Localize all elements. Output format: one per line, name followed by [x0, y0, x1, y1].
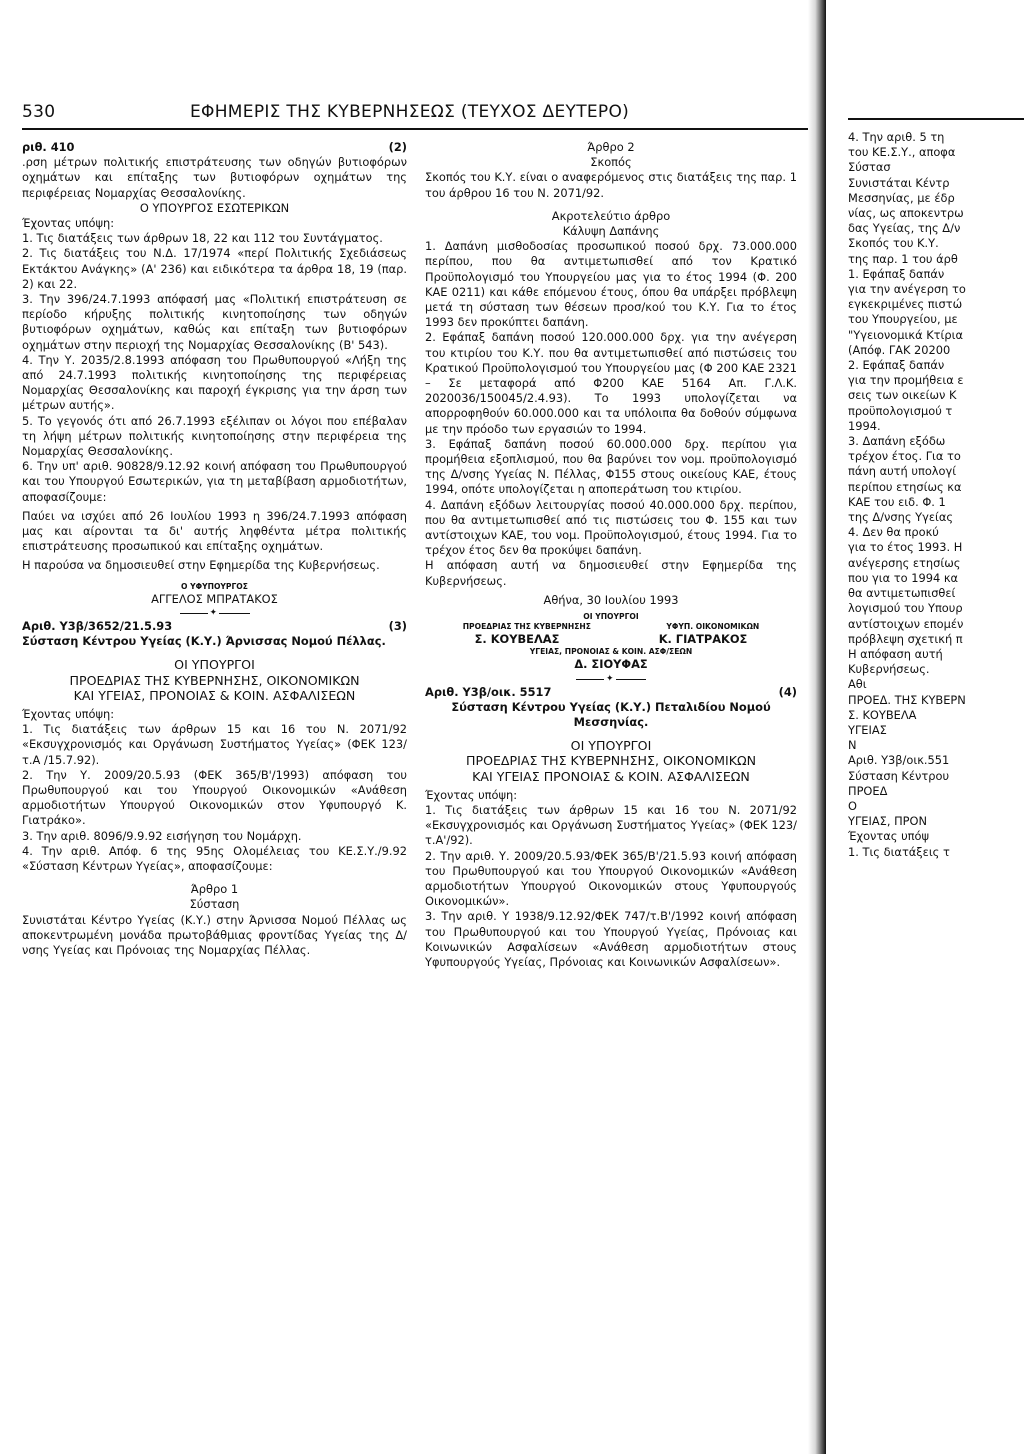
- cropped-line: (Απόφ. ΓΑΚ 20200: [848, 342, 951, 357]
- signatory-role-2: ΥΦΥΠ. ΟΙΚΟΝΟΜΙΚΩΝ: [666, 622, 760, 632]
- header-rule: [22, 128, 808, 130]
- cropped-line: θα αντιμετωπισθεί: [848, 586, 956, 601]
- cropped-line: ΥΓΕΙΑΣ, ΠΡΟΝ: [848, 814, 928, 829]
- cropped-line: Η απόφαση αυτή: [848, 646, 943, 661]
- decision-index-4: (4): [778, 684, 797, 699]
- decision-number: ριθ. 410: [22, 140, 75, 154]
- cropped-line: προϋπολογισμού τ: [848, 403, 953, 418]
- cropped-line: λογισμού του Υπουρ: [848, 601, 963, 616]
- cropped-line: περίπου ετησίως κα: [848, 479, 962, 494]
- ministries-line-3: ΠΡΟΕΔΡΙΑΣ ΤΗΣ ΚΥΒΕΡΝΗΣΗΣ, ΟΙΚΟΝΟΜΙΚΩΝ: [466, 753, 756, 769]
- recital-5: 5. Το γεγονός ότι από 26.7.1993 εξέλιπαν οι λόγοι που επέβαλαν τη λήψη μέτρων πολιτικής κινητοποίησης στην περιφέρεια της Νομαρχίας Θεσσαλονίκης.: [22, 413, 407, 459]
- signatory-name: ΑΓΓΕΛΟΣ ΜΠΡΑΤΑΚΟΣ: [151, 591, 278, 606]
- cropped-line: για την προμήθεια ε: [848, 373, 964, 388]
- article-2-heading: Άρθρο 2: [587, 140, 635, 154]
- signatory-role-1: ΠΡΟΕΔΡΙΑΣ ΤΗΣ ΚΥΒΕΡΝΗΣΗΣ: [462, 622, 591, 632]
- ref-line: [22, 140, 407, 155]
- cropped-line: Κυβερνήσεως.: [848, 662, 930, 677]
- cropped-line: δας Υγείας, της Δ/ν: [848, 221, 961, 236]
- cropped-line: ΥΓΕΙΑΣ: [848, 722, 887, 737]
- cropped-line: Αριθ. Υ3β/οικ.551: [848, 753, 950, 768]
- cropped-line: του Υπουργείου, με: [848, 312, 958, 327]
- cropped-line: ανέγερσης ετησίως: [848, 555, 961, 570]
- recital-2: 2. Τις διατάξεις του Ν.Δ. 17/1974 «περί Πολιτικής Σχεδιάσεως Εκτάκτου Ανάγκης» (Α' 236) και ειδικότερα τα άρθρα 18, 19 (παρ. 2) και 22.: [22, 246, 407, 291]
- cropped-line: εγκεκριμένες πιστώ: [848, 297, 963, 312]
- cropped-line: Ο: [848, 798, 857, 813]
- recital-j4: 4. Την αριθ. Απόφ. 6 της 95ης Ολομέλειας του ΚΕ.Σ.Υ./9.92 «Σύσταση Κέντρων Υγείας», αποφασίζουμε:: [22, 843, 407, 873]
- cropped-line: πρόβλεψη σχετική π: [848, 631, 963, 646]
- cropped-line: αντίστοιχων επομέν: [848, 616, 964, 631]
- ministries-line-1: ΠΡΟΕΔΡΙΑΣ ΤΗΣ ΚΥΒΕΡΝΗΣΗΣ, ΟΙΚΟΝΟΜΙΚΩΝ: [69, 672, 360, 688]
- recital-j3: 3. Την αριθ. 8096/9.9.92 εισήγηση του Νομάρχη.: [22, 828, 302, 843]
- cropped-line: Ν: [848, 738, 857, 753]
- decision-subject: .ρση μέτρων πολιτικής επιστράτευσης των οδηγών βυτιοφόρων οχημάτων και επίταξης των βυτιοφόρων οχημάτων της περιφέρειας Νομαρχίας Θεσσαλονίκης.: [22, 155, 407, 200]
- cost-coverage-title: Κάλυψη Δαπάνης: [562, 224, 660, 239]
- minister-title: Ο ΥΠΟΥΡΓΟΣ ΕΣΩΤΕΡΙΚΩΝ: [139, 200, 290, 215]
- cropped-line: σεις των οικείων Κ: [848, 388, 957, 403]
- cropped-line: Έχοντας υπόψ: [848, 829, 930, 844]
- article-1-title: Σύσταση: [189, 897, 240, 912]
- signatory-name-2: Κ. ΓΙΑΤΡΑΚΟΣ: [658, 632, 748, 647]
- adjacent-header-rule: [848, 118, 1024, 120]
- decision-index: (2): [388, 140, 407, 154]
- cropped-line: Μεσσηνίας, με έδρ: [848, 190, 955, 205]
- ministers-heading: ΟΙ ΥΠΟΥΡΓΟΙ: [174, 657, 255, 673]
- decision-text: Παύει να ισχύει από 26 Ιουλίου 1993 η 396/24.7.1993 απόφαση μας και αίρονται τα δι' αυτής ληφθέντα μέτρα πολιτικής επιστράτευσης προσωπικού και επίταξης οχημάτων.: [22, 508, 407, 554]
- decision-subject-2: Σύσταση Κέντρου Υγείας (Κ.Υ.) Άρνισσας Νομού Πέλλας.: [22, 634, 386, 649]
- having-regard-2: Έχοντας υπόψη:: [22, 706, 115, 721]
- cropped-line: νίας, ως αποκεντρω: [848, 206, 964, 221]
- cropped-line: Σ. ΚΟΥΒΕΛΑ: [848, 707, 917, 722]
- column-3-cropped: [848, 130, 1018, 1430]
- ministries-line-2: ΚΑΙ ΥΓΕΙΑΣ, ΠΡΟΝΟΙΑΣ & ΚΟΙΝ. ΑΣΦΑΛΙΣΕΩΝ: [73, 687, 356, 703]
- signatories-heading: ΟΙ ΥΠΟΥΡΓΟΙ: [583, 612, 639, 622]
- recital-j1: 1. Τις διατάξεις των άρθρων 15 και 16 του Ν. 2071/92 «Εκσυγχρονισμός και Οργάνωση Συστήματος Υγείας» (ΦΕΚ 123/τ.Α /15.7.92).: [22, 722, 407, 767]
- cropped-line: Σύστασ: [848, 160, 891, 175]
- having-regard-3: Έχοντας υπόψη:: [425, 787, 518, 802]
- cost-item-2: 2. Εφάπαξ δαπάνη ποσού 120.000.000 δρχ. για την ανέγερση του κτιρίου του Κ.Υ. που θα αντιμετωπισθεί από πιστώσεις του Κρατικού Προϋπολογισμού του Υπουργείου μας (Φ 200 ΚΑΕ 2321 – Σε μεταφορά από Φ200 ΚΑΕ 5164 Απ. Γ.Λ.Κ. 2020036/150045/2.4.93). Το 1993 υπολογίζεται να απορροφηθούν 60.000.000 και τα υπόλοιπα θα δοθούν σύμφωνα με την πρόοδο των εργασιών το 1994.: [425, 330, 797, 436]
- page-number: 530: [22, 102, 56, 122]
- cropped-line: 1. Εφάπαξ δαπάν: [848, 266, 945, 281]
- article-2-text: Σκοπός του Κ.Υ. είναι ο αναφερόμενος στις διατάξεις της παρ. 1 του άρθρου 16 του Ν. 2071/92.: [425, 170, 797, 200]
- cropped-line: του ΚΕ.Σ.Υ., αποφα: [848, 145, 956, 160]
- binding-gutter: [808, 0, 826, 1454]
- decision-number-4: Αριθ. Υ3β/οικ. 5517: [425, 684, 552, 699]
- recital-m3: 3. Την αριθ. Υ 1938/9.12.92/ΦΕΚ 747/τ.Β'/1992 κοινή απόφαση του Πρωθυπουργού και του Υπουργού Υγείας, Πρόνοιας και Κοινωνικών Ασφαλίσεων «Ανάθεση αρμοδιοτήτων στους Υφυπουργούς Υγείας, Πρόνοιας και Κοινωνικών Ασφαλίσεων».: [425, 909, 797, 969]
- cropped-line: Συνιστάται Κέντρ: [848, 175, 950, 190]
- recital-1: 1. Τις διατάξεις των άρθρων 18, 22 και 112 του Συντάγματος.: [22, 231, 383, 246]
- recital-j2: 2. Την Υ. 2009/20.5.93 (ΦΕΚ 365/Β'/1993) απόφαση του Πρωθυπουργού και του Υπουργού Οικονομικών «Ανάθεση αρμοδιοτήτων Υπουργού Οικονομικών στον Υφυπουργό Κ. Γιατράκο».: [22, 767, 407, 828]
- ref-line-4: [425, 685, 797, 700]
- signatory-role: Ο ΥΦΥΠΟΥΡΓΟΣ: [181, 581, 248, 591]
- cropped-line: 3. Δαπάνη εξόδω: [848, 434, 946, 449]
- column-1: [22, 140, 407, 1440]
- cropped-line: ΠΡΟΕΔ. ΤΗΣ ΚΥΒΕΡΝ: [848, 692, 966, 707]
- article-2-title: Σκοπός: [590, 155, 632, 170]
- article-1-text: Συνιστάται Κέντρο Υγείας (Κ.Υ.) στην Άρνισσα Νομού Πέλλας ως αποκεντρωμένη μονάδα πρωτοβάθμιας φροντίδας Υγείας της Δ/νσης Υγείας και Πρόνοιας της Νομαρχίας Πέλλας.: [22, 912, 407, 957]
- cropped-line: της παρ. 1 του άρθ: [848, 251, 958, 266]
- cost-item-4: 4. Δαπάνη εξόδων λειτουργίας ποσού 40.000.000 δρχ. περίπου, που θα αντιμετωπισθεί από τις πιστώσεις του Φ. 155 και των αντίστοιχων ΚΑΕ, του νομ. Προϋπολογισμού, έτους 1994. Για το τρέχον έτος δεν θα προκύψει δαπάνη.: [425, 497, 797, 558]
- recital-m2: 2. Την αριθ. Υ. 2009/20.5.93/ΦΕΚ 365/Β'/21.5.93 κοινή απόφαση του Πρωθυπουργού και του Υπουργού Οικονομικών «Ανάθεση αρμοδιοτήτων Υπουργού Οικονομικών στους Υφυπουργούς Οικονομικών».: [425, 848, 797, 909]
- cropped-line: τρέχον έτος. Για το: [848, 449, 961, 464]
- final-article-heading: Ακροτελεύτιο άρθρο: [551, 208, 671, 223]
- signatory-name-3: Δ. ΣΙΟΥΦΑΣ: [574, 657, 648, 672]
- recital-4: 4. Την Υ. 2035/2.8.1993 απόφαση του Πρωθυπουργού «Λήξη της από 24.7.1993 πολιτικής κινητοποίησης της περιφέρειας Νομαρχίας Θεσσαλονίκης και παροχή έγκρισης για την άρση των μέτρων αυτής».: [22, 352, 407, 413]
- section-separator: [180, 613, 250, 614]
- cropped-line: που για το 1994 κα: [848, 570, 959, 585]
- cropped-line: για την ανέγερση το: [848, 282, 966, 297]
- signatory-names-row: [425, 632, 797, 647]
- section-separator-2: [576, 679, 646, 680]
- cropped-line: 2. Εφάπαξ δαπάν: [848, 358, 945, 373]
- cropped-line: "Υγειονομικά Κτίρια: [848, 327, 963, 342]
- recital-6: 6. Την υπ' αριθ. 90828/9.12.92 κοινή απόφαση του Πρωθυπουργού και του Υπουργού Εσωτερικών, για τη μεταβίβαση αρμοδιοτήτων, αποφασίζουμε:: [22, 459, 407, 504]
- article-1-heading: Άρθρο 1: [190, 882, 239, 897]
- ref-line-2: [22, 619, 407, 634]
- decision-index-2: (3): [388, 618, 407, 633]
- recital-m1: 1. Τις διατάξεις των άρθρων 15 και 16 του Ν. 2071/92 «Εκσυγχρονισμός και Οργάνωση Συστήματος Υγείας» (ΦΕΚ 123/τ.Α'/92).: [425, 802, 797, 848]
- cost-item-1: 1. Δαπάνη μισθοδοσίας προσωπικού ποσού δρχ. 73.000.000 περίπου, που θα αντιμετωπισθεί από τον Κρατικό Προϋπολογισμό του Υπουργείου μας για το έτος 1994 (Φ. 200 ΚΑΕ 0211) και κάθε επόμενου έτους, όπου θα υπάρξει πρόβλεψη μετά τη σύσταση των θέσεων προσ/κού του Κ.Υ. Για το έτος 1993 δεν προκύπτει δαπάνη.: [425, 239, 797, 330]
- cropped-line: ΚΑΕ του ειδ. Φ. 1: [848, 494, 946, 509]
- recital-3: 3. Την 396/24.7.1993 απόφασή μας «Πολιτική επιστράτευση σε περίοδο κήρυξης πολιτικής κινητοποίησης των οδηγών βυτιοφόρων οχημάτων, καθώς και επίταξη των βυτιοφόρων οχημάτων στην περιοχή της Νομαρχίας Θεσσαλονίκης (Β' 543).: [22, 292, 407, 352]
- column-2: [425, 140, 797, 1440]
- cropped-line: Αθι: [848, 677, 867, 692]
- cropped-line: Σκοπός του Κ.Υ.: [848, 236, 939, 251]
- gazette-header: [22, 102, 812, 128]
- cropped-line: της Δ/νσης Υγείας: [848, 510, 954, 525]
- cropped-line: για το έτος 1993. Η: [848, 540, 963, 555]
- cropped-line: ΠΡΟΕΔ: [848, 783, 888, 798]
- publication-order-2: Η απόφαση αυτή να δημοσιευθεί στην Εφημερίδα της Κυβερνήσεως.: [425, 558, 797, 588]
- ministers-heading-2: ΟΙ ΥΠΟΥΡΓΟΙ: [570, 738, 652, 754]
- publication-order: Η παρούσα να δημοσιευθεί στην Εφημερίδα της Κυβερνήσεως.: [22, 558, 380, 573]
- gazette-title: ΕΦΗΜΕΡΙΣ ΤΗΣ ΚΥΒΕΡΝΗΣΕΩΣ (ΤΕΥΧΟΣ ΔΕΥΤΕΡΟ): [190, 102, 630, 122]
- signatory-name-1: Σ. ΚΟΥΒΕΛΑΣ: [474, 632, 560, 647]
- cost-item-3: 3. Εφάπαξ δαπάνη ποσού 60.000.000 δρχ. περίπου για προμήθεια εξοπλισμού, που θα βαρύνει τον νομ. προϋπολογισμό της Δ/νσης Υγείας Ν. Πέλλας, Φ155 στους οικείους ΚΑΕ, έτους 1994, οπότε υπολογίζεται η αποπεράτωση του κτιρίου.: [425, 436, 797, 497]
- cropped-line: 1994.: [848, 418, 881, 433]
- decision-number-2: Αριθ. Υ3β/3652/21.5.93: [22, 618, 173, 633]
- signing-date: Αθήνα, 30 Ιουλίου 1993: [543, 592, 679, 607]
- decision-subject-4: Σύσταση Κέντρου Υγείας (Κ.Υ.) Πεταλιδίου Νομού Μεσσηνίας.: [451, 699, 771, 729]
- cropped-line: πάνη αυτή υπολογί: [848, 464, 957, 479]
- cropped-line: 4. Την αριθ. 5 τη: [848, 130, 945, 144]
- cropped-line: 4. Δεν θα προκύ: [848, 525, 939, 540]
- cropped-line: 1. Τις διατάξεις τ: [848, 844, 950, 859]
- signatory-role-3: ΥΓΕΙΑΣ, ΠΡΟΝΟΙΑΣ & ΚΟΙΝ. ΑΣΦ/ΣΕΩΝ: [529, 647, 693, 657]
- signatory-roles-row: [425, 622, 797, 632]
- cropped-line: Σύσταση Κέντρου: [848, 768, 950, 783]
- ministries-line-4: ΚΑΙ ΥΓΕΙΑΣ ΠΡΟΝΟΙΑΣ & ΚΟΙΝ. ΑΣΦΑΛΙΣΕΩΝ: [472, 768, 750, 784]
- having-regard: Έχοντας υπόψη:: [22, 216, 115, 231]
